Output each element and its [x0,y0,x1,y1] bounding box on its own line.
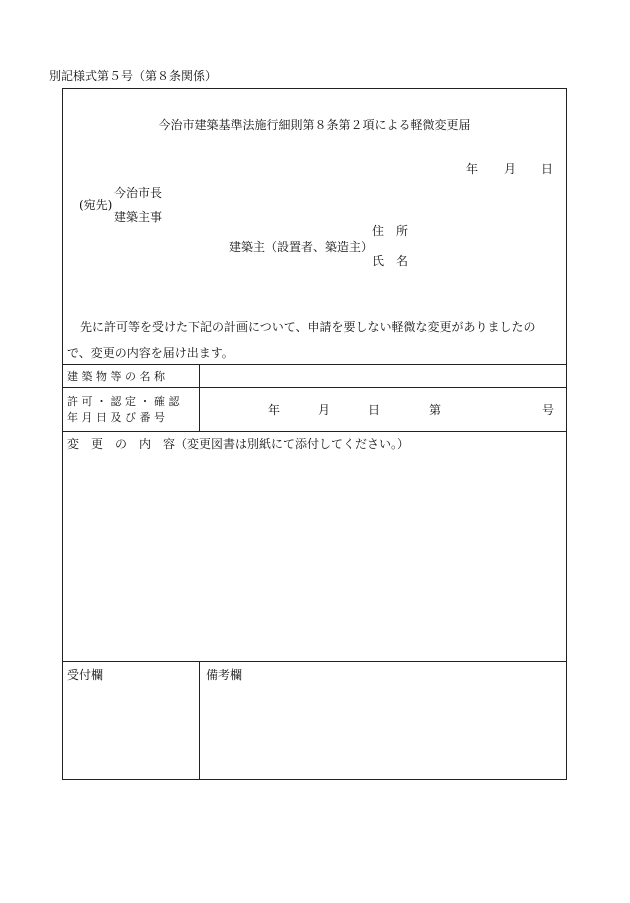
applicant-address-field[interactable] [412,222,557,238]
divider [62,431,567,432]
building-name-label: 建 築 物 等 の 名 称 [67,370,165,383]
form-number: 別記様式第５号（第８条関係） [49,69,218,83]
applicant-name-field[interactable] [412,252,557,268]
addressee-prefix: (宛先) [79,198,113,212]
building-name-field[interactable] [203,367,563,385]
permit-label-line1: 許 可 ・ 認 定 ・ 確 認 [67,395,180,408]
permit-label-line2: 年 月 日 及 び 番 号 [67,411,165,424]
permit-day-label: 日 [368,403,381,417]
date-day-label: 日 [541,162,554,176]
date-month-label: 月 [504,162,517,176]
date-day [541,162,553,176]
change-content-field[interactable] [66,456,562,656]
permit-number-suffix: 号 [542,403,555,417]
permit-number-field[interactable] [445,400,537,418]
receipt-label: 受付欄 [67,668,104,682]
permit-year-label: 年 [268,403,281,417]
addressee-line1: 今治市長 [114,186,163,200]
divider [62,387,567,388]
remarks-label: 備考欄 [206,668,243,682]
divider [199,661,200,780]
change-note: （変更図書は別紙にて添付してください。） [175,437,410,451]
divider [199,364,200,431]
applicant-address-label: 住 所 [372,224,409,238]
remarks-field[interactable] [204,686,562,776]
divider [62,364,567,365]
date-month [504,162,516,176]
statement-line1: 先に許可等を受けた下記の計画について、申請を要しない軽微な変更がありましたの [80,320,536,334]
date-year-label: 年 [466,162,479,176]
change-label [67,437,409,451]
divider [62,661,567,662]
change-label-text: 変 更 の 内 容 [67,437,176,451]
form-title: 今治市建築基準法施行細則第８条第２項による軽微変更届 [158,118,471,132]
applicant-name-label: 氏 名 [372,254,409,268]
permit-number-prefix: 第 [429,403,442,417]
addressee-line2: 建築主事 [114,210,163,224]
date-line [466,162,478,176]
applicant-label: 建築主（設置者、築造主） [229,240,374,254]
permit-month-label: 月 [318,403,331,417]
statement-line2: で、変更の内容を届け出ます。 [67,346,234,360]
